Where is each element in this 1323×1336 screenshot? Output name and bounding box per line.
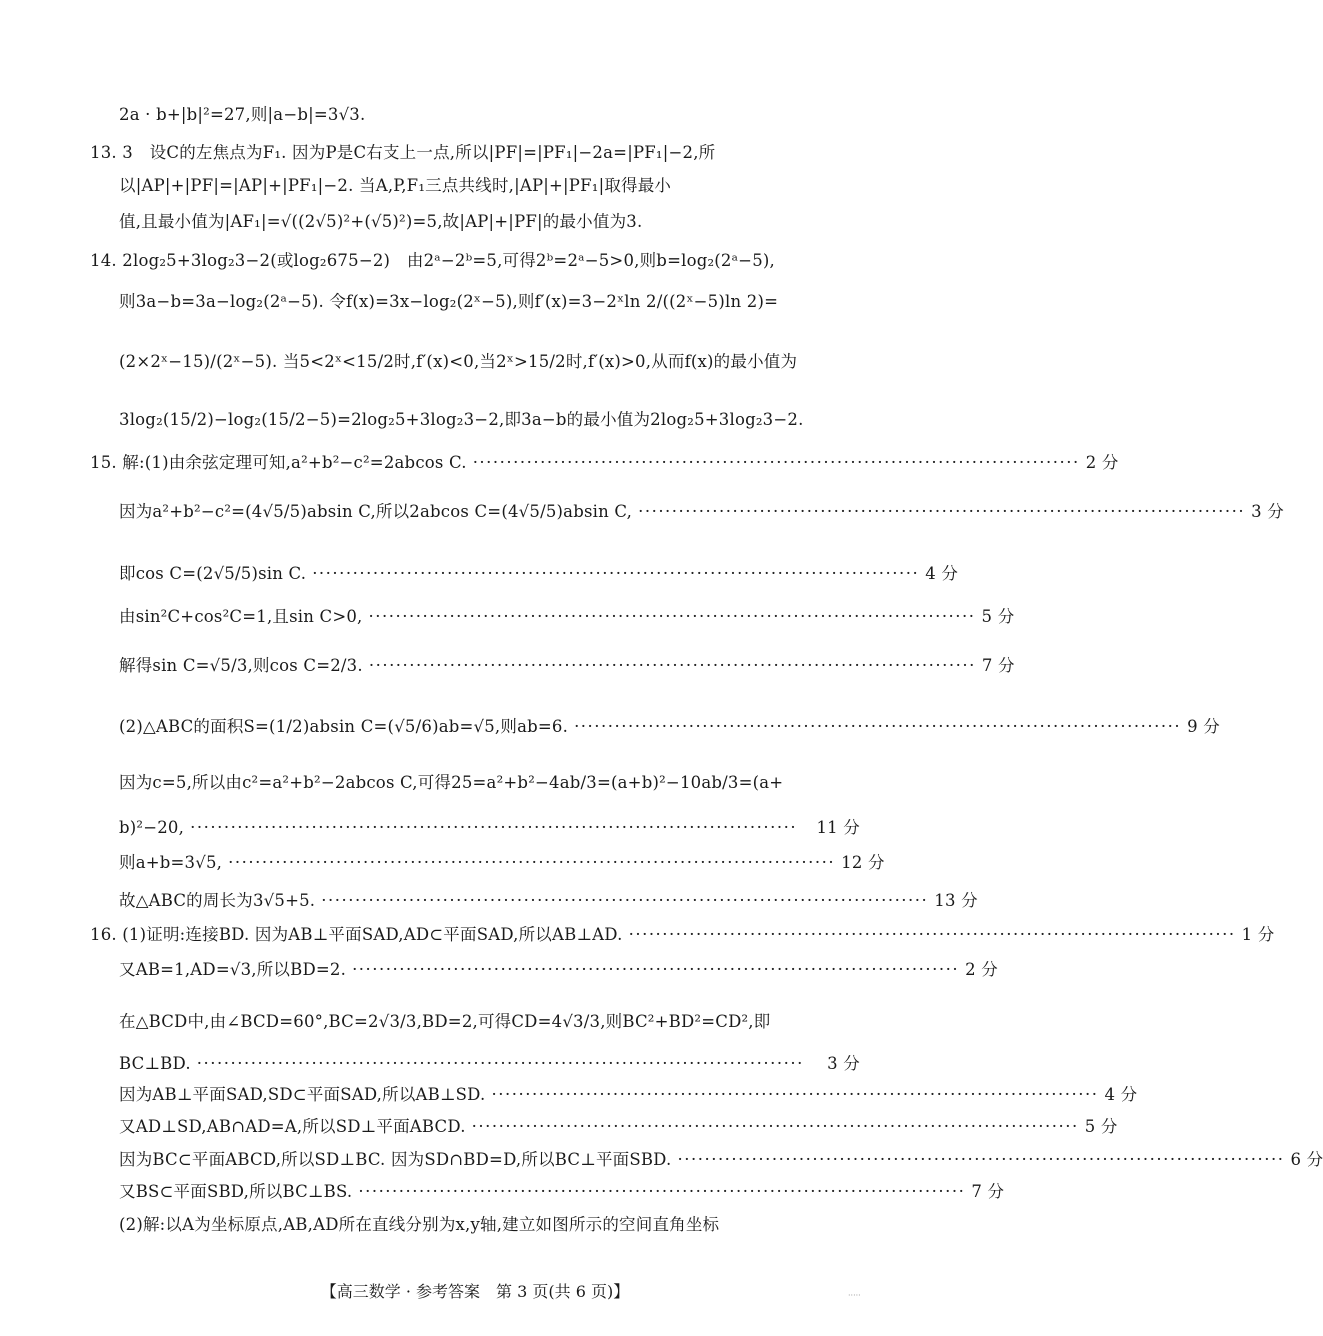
scored-step — [90, 453, 1119, 473]
leader-dots: ·························································································· — [628, 925, 1236, 944]
scored-step — [119, 818, 860, 838]
scored-step — [119, 502, 1284, 522]
step-text: 又BS⊂平面SBD,所以BC⊥BS. — [119, 1182, 353, 1201]
step-score: 3 分 — [827, 1054, 860, 1073]
text-line: (2×2ˣ−15)/(2ˣ−5). 当5<2ˣ<15/2时,f′(x)<0,当2ˣ>15/2时,f′(x)>0,从而f(x)的最小值为 — [119, 352, 798, 371]
answer-14-line: 14. 2log₂5+3log₂3−2(或log₂675−2) 由2ᵃ−2ᵇ=5,可得2ᵇ=2ᵃ−5>0,则b=log₂(2ᵃ−5), — [90, 251, 775, 270]
text-line: 2a · b+|b|²=27,则|a−b|=3√3. — [119, 105, 366, 124]
leader-dots: ·························································································· — [471, 1117, 1079, 1136]
step-text: 又AB=1,AD=√3,所以BD=2. — [119, 960, 347, 979]
step-score: 5 分 — [981, 607, 1015, 626]
step-score: 9 分 — [1187, 717, 1220, 736]
leader-dots: ·························································································· — [358, 1182, 966, 1201]
step-score: 6 分 — [1290, 1150, 1323, 1169]
step-text: BC⊥BD. — [119, 1054, 191, 1073]
step-score: 1 分 — [1241, 925, 1275, 944]
step-score: 7 分 — [981, 656, 1015, 675]
leader-dots: ·························································································· — [368, 656, 976, 675]
step-text: 16. (1)证明:连接BD. 因为AB⊥平面SAD,AD⊂平面SAD,所以AB⊥AD. — [90, 925, 623, 944]
scored-step — [90, 925, 1275, 945]
step-text: 又AD⊥SD,AB∩AD=A,所以SD⊥平面ABCD. — [119, 1117, 466, 1136]
leader-dots: ·························································································· — [352, 960, 960, 979]
text-line: 因为c=5,所以由c²=a²+b²−2abcos C,可得25=a²+b²−4ab/3=(a+b)²−10ab/3=(a+ — [119, 773, 784, 792]
leader-dots: ·························································································· — [196, 1054, 804, 1073]
leader-dots: ·························································································· — [228, 853, 836, 872]
step-text: 则a+b=3√5, — [119, 853, 223, 872]
scored-step — [119, 1117, 1118, 1137]
leader-dots: ·························································································· — [321, 891, 929, 910]
text-line: (2)解:以A为坐标原点,AB,AD所在直线分别为x,y轴,建立如图所示的空间直角坐标 — [119, 1215, 720, 1234]
step-score: 5 分 — [1084, 1117, 1118, 1136]
step-text: 因为a²+b²−c²=(4√5/5)absin C,所以2abcos C=(4√5/5)absin C, — [119, 502, 633, 521]
step-text: 因为BC⊂平面ABCD,所以SD⊥BC. 因为SD∩BD=D,所以BC⊥平面SBD. — [119, 1150, 672, 1169]
page-footer: 【高三数学 · 参考答案 第 3 页(共 6 页)】 — [320, 1282, 630, 1301]
scored-step — [119, 853, 885, 873]
step-score: 3 分 — [1251, 502, 1284, 521]
scored-step — [119, 1182, 1005, 1202]
step-score: 4 分 — [1104, 1085, 1138, 1104]
step-text: 由sin²C+cos²C=1,且sin C>0, — [119, 607, 363, 626]
scored-step — [119, 717, 1220, 737]
step-score: 11 分 — [816, 818, 860, 837]
step-text: 15. 解:(1)由余弦定理可知,a²+b²−c²=2abcos C. — [90, 453, 467, 472]
scored-step — [119, 656, 1015, 676]
leader-dots: ·························································································· — [472, 453, 1080, 472]
leader-dots: ·························································································· — [312, 564, 920, 583]
leader-dots: ·························································································· — [368, 607, 976, 626]
scored-step — [119, 1085, 1138, 1105]
step-score: 2 分 — [1085, 453, 1119, 472]
scored-step — [119, 891, 978, 911]
leader-dots: ·························································································· — [190, 818, 798, 837]
scored-step — [119, 564, 959, 584]
step-score: 12 分 — [841, 853, 885, 872]
step-score: 7 分 — [971, 1182, 1005, 1201]
step-score: 2 分 — [965, 960, 998, 979]
leader-dots: ·························································································· — [638, 502, 1246, 521]
step-text: 故△ABC的周长为3√5+5. — [119, 891, 316, 910]
step-text: 即cos C=(2√5/5)sin C. — [119, 564, 307, 583]
step-text: b)²−20, — [119, 818, 185, 837]
leader-dots: ·························································································· — [491, 1085, 1099, 1104]
scored-step — [119, 960, 998, 980]
answer-13-line: 13. 3 设C的左焦点为F₁. 因为P是C右支上一点,所以|PF|=|PF₁|−2a=|PF₁|−2,所 — [90, 143, 716, 162]
step-text: 因为AB⊥平面SAD,SD⊂平面SAD,所以AB⊥SD. — [119, 1085, 486, 1104]
step-text: (2)△ABC的面积S=(1/2)absin C=(√5/6)ab=√5,则ab=6. — [119, 717, 569, 736]
text-line: 值,且最小值为|AF₁|=√((2√5)²+(√5)²)=5,故|AP|+|PF|的最小值为3. — [119, 212, 643, 231]
step-text: 解得sin C=√5/3,则cos C=2/3. — [119, 656, 363, 675]
step-score: 13 分 — [934, 891, 978, 910]
text-line: 在△BCD中,由∠BCD=60°,BC=2√3/3,BD=2,可得CD=4√3/3,则BC²+BD²=CD²,即 — [119, 1012, 771, 1031]
corner-mark: ····· — [848, 1291, 861, 1300]
step-score: 4 分 — [925, 564, 959, 583]
scored-step — [119, 1054, 860, 1074]
leader-dots: ·························································································· — [677, 1150, 1285, 1169]
text-line: 则3a−b=3a−log₂(2ᵃ−5). 令f(x)=3x−log₂(2ˣ−5),则f′(x)=3−2ˣln 2/((2ˣ−5)ln 2)= — [119, 292, 779, 311]
text-line: 3log₂(15/2)−log₂(15/2−5)=2log₂5+3log₂3−2,即3a−b的最小值为2log₂5+3log₂3−2. — [119, 410, 804, 429]
scored-step — [119, 1150, 1323, 1170]
text-line: 以|AP|+|PF|=|AP|+|PF₁|−2. 当A,P,F₁三点共线时,|AP|+|PF₁|取得最小 — [119, 176, 672, 195]
scored-step — [119, 607, 1015, 627]
leader-dots: ·························································································· — [574, 717, 1182, 736]
